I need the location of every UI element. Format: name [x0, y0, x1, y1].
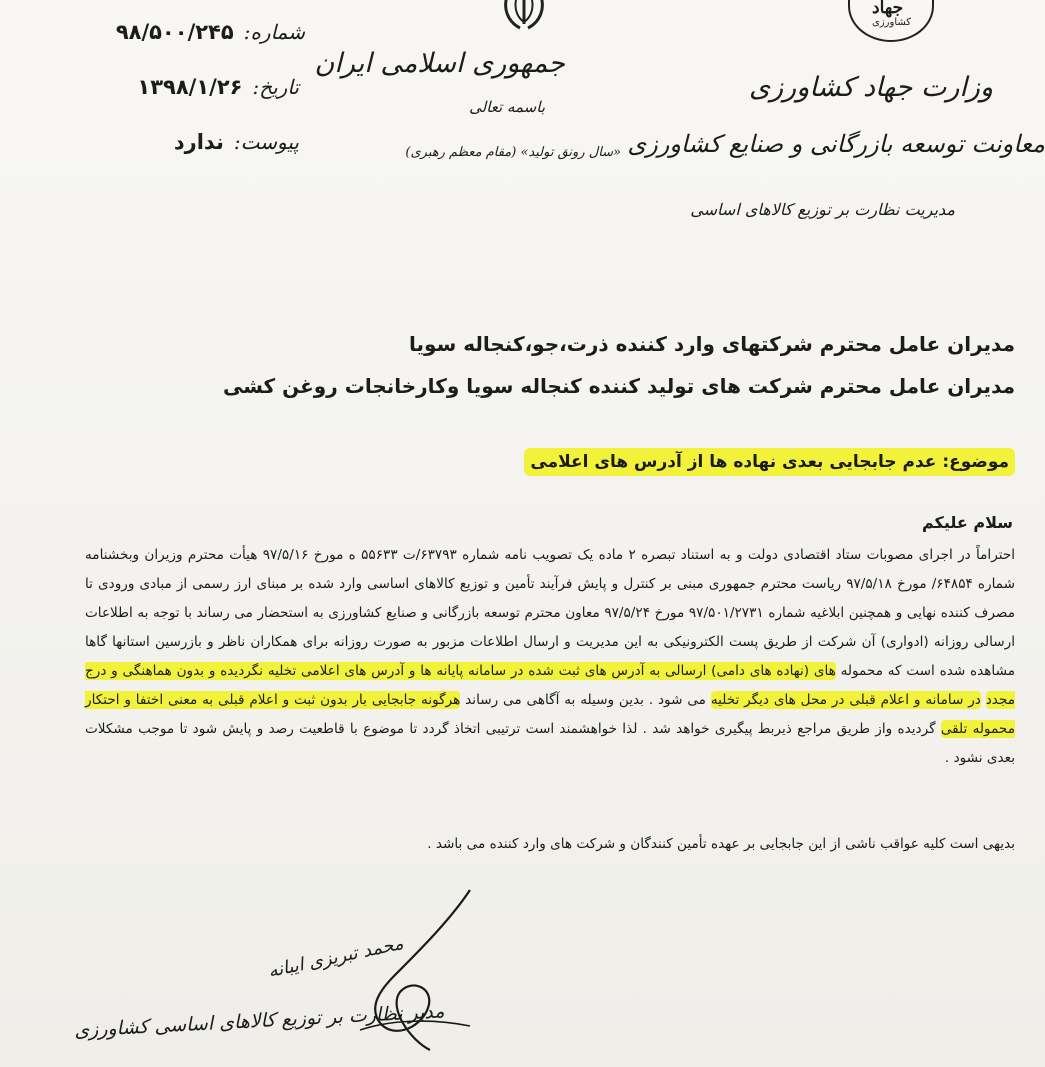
body-paragraph-3: گردیده واز طریق مراجع ذیربط پیگیری خواهد شد . لذا خواهشمند است ترتیبی اتخاذ گردد تا موضوع با قاطعیت رصد و پایش شود تا موجب مشکلات بعدی نشود .	[85, 721, 1015, 766]
office-name: مدیریت نظارت بر توزیع کالاهای اساسی	[690, 200, 955, 219]
letter-number	[116, 20, 305, 44]
body-paragraph-2: می شود . بدین وسیله به آگاهی می رساند	[460, 692, 711, 708]
body-highlight-1: های (نهاده های دامی) ارسالی به آدرس های ثبت شده در سامانه پایانه ها و آدرس های اعلامی تخلیه نگردیده و بدون هماهنگی و درج مجدد	[85, 663, 1015, 708]
ministry-name: وزارت جهاد کشاورزی	[748, 72, 993, 103]
date-value: ۱۳۹۸/۱/۲۶	[137, 75, 243, 99]
republic-title: جمهوری اسلامی ایران	[314, 48, 565, 79]
logo-text-line1: جهاد	[872, 0, 904, 18]
recipient-line-1: مدیران عامل محترم شرکتهای وارد کننده ذرت،جو،کنجاله سویا	[409, 332, 1015, 356]
body-highlight-2: در سامانه و اعلام قبلی در محل های دیگر تخلیه	[710, 692, 981, 708]
recipient-line-2: مدیران عامل محترم شرکت های تولید کننده کنجاله سویا وکارخانجات روغن کشی	[222, 374, 1015, 398]
date-label: تاریخ:	[252, 75, 299, 99]
year-slogan: «سال رونق تولید» (مقام معظم رهبری)	[405, 145, 621, 160]
number-value: ۹۸/۵۰۰/۲۴۵	[115, 20, 234, 44]
iran-emblem-icon	[502, 0, 546, 32]
letter-attachment	[174, 130, 299, 154]
number-label: شماره:	[243, 20, 305, 44]
body-highlight-3: هرگونه جابجایی بار بدون ثبت و اعلام قبلی به معنی اختفا و احتکار محموله تلقی	[85, 692, 1015, 737]
besmeh-text: باسمه تعالی	[469, 98, 545, 116]
letter-body	[85, 541, 1015, 773]
signature-icon	[300, 880, 540, 1067]
letter-date	[137, 75, 299, 99]
closing-sentence: بدیهی است کلیه عواقب ناشی از این جابجایی بر عهده تأمین کنندگان و شرکت های وارد کننده می باشد .	[427, 836, 1015, 852]
greeting: سلام علیکم	[921, 513, 1013, 532]
attachment-value: ندارد	[173, 130, 224, 154]
subject-highlight: موضوع: عدم جابجایی بعدی نهاده ها از آدرس های اعلامی	[524, 448, 1015, 476]
body-paragraph-1: احتراماً در اجرای مصوبات ستاد اقتصادی دولت و به استناد تبصره ۲ ماده یک تصویب نامه شماره ۶۳۷۹۳/ت ۵۵۶۳۳ ه مورخ ۹۷/۵/۱۶ هیأت محترم وزیران وبخشنامه شماره ۶۴۸۵۴/ مورخ ۹۷/۵/۱۸ ریاست محترم جمهوری مبنی بر کنترل و پایش فرآیند تأمین و توزیع کالاهای اساسی وارد شده بر مبنای ارز رسمی از مبادی ورودی تا مصرف کننده نهایی و همچنین ابلاغیه شماره ۹۷/۵۰۱/۲۷۳۱ مورخ ۹۷/۵/۲۴ معاون محترم توسعه بازرگانی و صنایع کشاورزی به استحضار می رساند با توجه به اطلاعات ارسالی روزانه (ادواری) آن شرکت از طریق پست الکترونیکی به این مدیریت و ارسال اطلاعات مزبور به صورت روزانه برای همکاران ناظر و بازرسین استانها گاها مشاهده شده است که محموله	[85, 547, 1015, 679]
logo-text-line2: کشاورزی	[872, 17, 912, 28]
signatory-title: مدیر نظارت بر توزیع کالاهای اساسی کشاورزی	[74, 1000, 446, 1042]
deputy-name: معاونت توسعه بازرگانی و صنایع کشاورزی	[627, 130, 1045, 158]
signatory-name: محمد تبریزی ایبانه	[266, 932, 406, 983]
attachment-label: پیوست:	[233, 130, 299, 154]
subject-line	[524, 452, 1015, 472]
